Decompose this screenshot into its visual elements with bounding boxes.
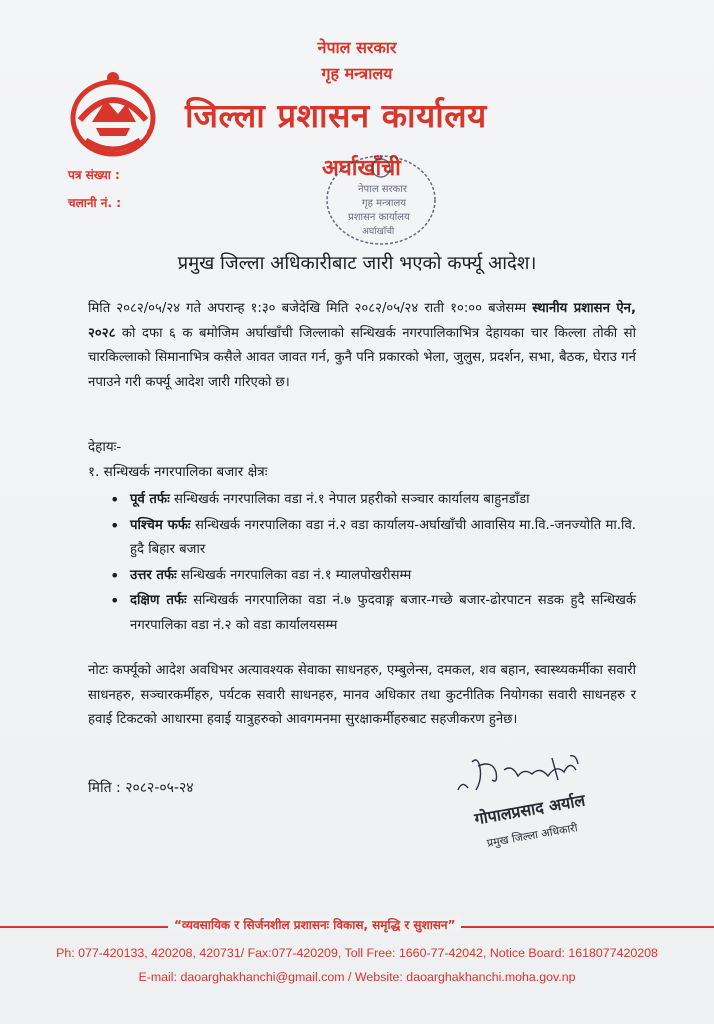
stamp-line-2: गृह मन्त्रालय [362, 198, 407, 209]
office-title: जिल्ला प्रशासन कार्यालय [185, 96, 487, 135]
district-name: अर्घाखाँची [322, 156, 401, 181]
footer-phone-numbers: Ph: 077-420133, 420208, 420731/ Fax:077-420209, Toll Free: 1660-77-42042, Notice Board: 1618077420208 [56, 946, 658, 960]
boundary-description: सन्धिखर्क नगरपालिका वडा नं.१ म्यालपोखरीसम्म [176, 567, 412, 583]
list-item [104, 514, 636, 563]
stamp-line-1: नेपाल सरकार [358, 184, 407, 195]
government-name: नेपाल सरकार [317, 38, 397, 57]
boundary-description: सन्धिखर्क नगरपालिका वडा नं.१ नेपाल प्रहरीको सञ्चार कार्यालय बाहुनडाँडा [169, 492, 530, 507]
office-stamp-icon [322, 150, 440, 250]
list-item [104, 488, 636, 513]
stamp-line-3: प्रशासन कार्यालय [348, 212, 410, 223]
boundary-description: सन्धिखर्क नगरपालिका वडा नं.७ फुदवाङ्ग बजार-गच्छे बजार-ढोरपाटन सडक हुदै सन्धिखर्क नगरपालिका वडा नं.२ को वडा कार्यालयसम्म [130, 593, 636, 633]
letter-subject: प्रमुख जिल्ला अधिकारीबाट जारी भएको कर्फ्यू आदेश। [177, 253, 537, 274]
stamp-line-4: अर्घाखाँची [362, 227, 395, 237]
boundary-direction: पूर्व तर्फः [130, 492, 170, 507]
signatory-name: गोपालप्रसाद अर्याल [473, 790, 587, 829]
list-item [104, 564, 636, 589]
act-reference: स्थानीय प्रशासन ऐन, २०२८ [88, 301, 636, 341]
order-paragraph [88, 297, 636, 395]
boundary-direction: दक्षिण तर्फः [130, 593, 187, 608]
footer-slogan: “व्यवसायिक र सिर्जनशील प्रशासनः विकास, समृद्धि र सुशासन” [168, 916, 461, 933]
boundary-direction: उत्तर तर्फः [130, 567, 177, 583]
ministry-name: गृह मन्त्रालय [321, 64, 393, 83]
boundary-description: सन्धिखर्क नगरपालिका वडा नं.२ वडा कार्यालय-अर्घाखाँची आवासिय मा.वि.-जनज्योति मा.वि. हुदै बिहार बजार [130, 517, 636, 557]
list-item [104, 589, 636, 638]
section-heading: १. सन्धिखर्क नगरपालिका बजार क्षेत्रः [88, 464, 268, 480]
letter-number-label: पत्र संख्या : [68, 168, 120, 182]
issue-date: मिति : २०८२-०५-२४ [88, 780, 194, 796]
order-text-suffix: को दफा ६ क बमोजिम अर्घाखाँची जिल्लाको सन्धिखर्क नगरपालिकाभित्र देहायका चार किल्ला तोकी सो चारकिल्लाको सिमानाभित्र कसैले आवत जावत गर्न, कुनै पनि प्रकारको भेला, जुलुस, प्रदर्शन, सभा, बैठक, घेराउ गर्न नपाउने गरी कर्फ्यू आदेश जारी गरिएको छ। [88, 325, 636, 390]
note-paragraph: नोटः कर्फ्यूको आदेश अवधिभर अत्यावश्यक सेवाका साधनहरु, एम्बुलेन्स, दमकल, शव बहान, स्वास्थ्यकर्मीका सवारी साधनहरु, सञ्चारकर्मीहरु, पर्यटक सवारी साधनहरु, मानव अधिकार तथा कुटनीतिक नियोगका सवारी साधनहरु र हवाई टिकटको आधारमा हवाई यात्रुहरुको आवगमनमा सुरक्षाकर्मीहरुबाट सहजीकरण हुनेछ। [88, 663, 636, 727]
dehay-label: देहायः- [88, 439, 122, 455]
signatory-title: प्रमुख जिल्ला अधिकारी [485, 821, 579, 850]
boundary-list [104, 488, 636, 639]
boundary-direction: पश्चिम फर्फः [130, 517, 191, 533]
order-text-prefix: मिति २०८२/०५/२४ गते अपरान्ह १:३० बजेदेखि मिति २०८२/०५/२४ राती १०:०० बजेसम्म [88, 301, 533, 316]
footer-email-website: E-mail: daoarghakhanchi@gmail.com / Website: daoarghakhanchi.moha.gov.np [138, 970, 576, 984]
dispatch-number-label: चलानी नं. : [68, 196, 122, 210]
